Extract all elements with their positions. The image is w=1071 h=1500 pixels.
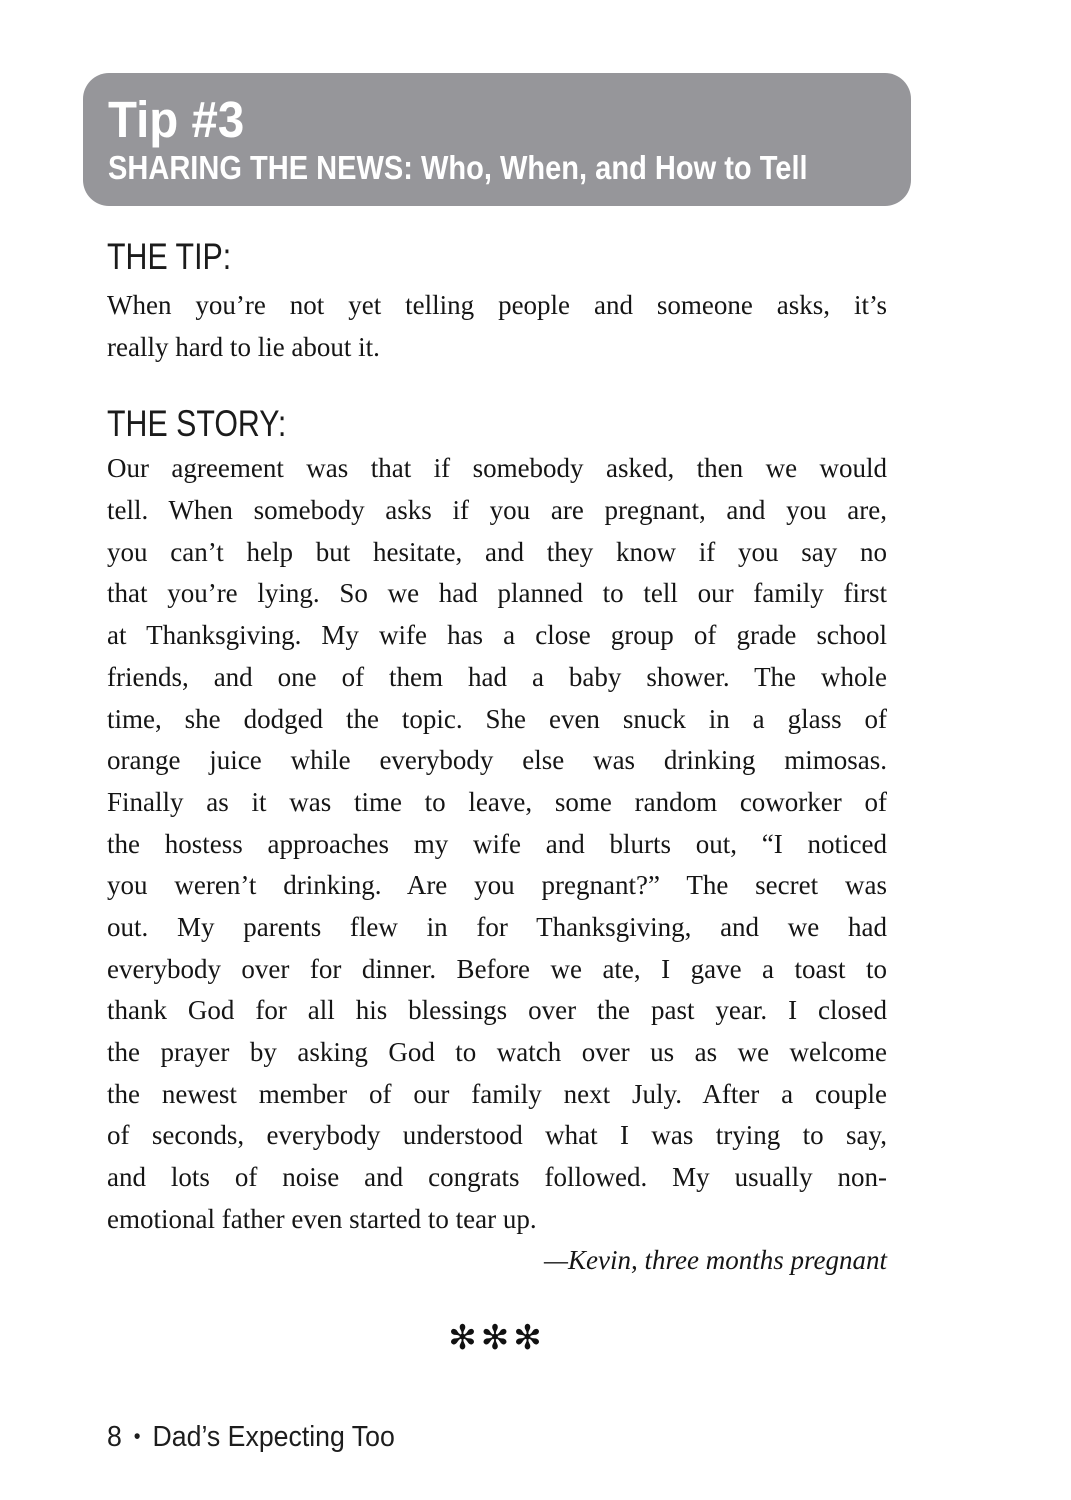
text-line: really hard to lie about it. (107, 331, 380, 362)
text-line: tell. When somebody asks if you are pregnant, and you are, (107, 495, 887, 526)
text-line: time, she dodged the topic. She even snuck in a glass of (107, 703, 887, 734)
text-line: thank God for all his blessings over the past year. I closed (107, 995, 887, 1026)
text-line: you can’t help but hesitate, and they know if you say no (107, 536, 887, 567)
tip-banner (83, 73, 911, 206)
book-title: Dad’s Expecting Too (152, 1421, 395, 1453)
story-paragraph (107, 448, 887, 1282)
text-line: out. My parents flew in for Thanksgiving, and we had (107, 911, 887, 942)
text-line: orange juice while everybody else was drinking mimosas. (107, 745, 887, 776)
tip-banner-title-row (108, 92, 911, 148)
text-line: at Thanksgiving. My wife has a close group of grade school (107, 620, 887, 651)
story-section-heading (107, 404, 887, 444)
page-footer (107, 1421, 420, 1454)
text-line: Our agreement was that if somebody asked, then we would (107, 453, 887, 484)
text-line: the hostess approaches my wife and blurts out, “I noticed (107, 828, 887, 859)
text-line: that you’re lying. So we had planned to tell our family first (107, 578, 887, 609)
text-line: and lots of noise and congrats followed. My usually non- (107, 1162, 887, 1193)
section-divider-asterisks: ✻✻✻ (448, 1318, 546, 1359)
text-line: everybody over for dinner. Before we ate, I gave a toast to (107, 953, 887, 984)
story-attribution: —Kevin, three months pregnant (544, 1245, 887, 1276)
tip-section-heading-text: THE TIP: (107, 236, 232, 277)
text-line: When you’re not yet telling people and someone asks, it’s (107, 290, 887, 320)
text-line: the prayer by asking God to watch over us as we welcome (107, 1037, 887, 1067)
text-line: friends, and one of them had a baby shower. The whole (107, 661, 887, 692)
page-body (107, 206, 887, 1361)
footer-separator-dot: • (133, 1425, 141, 1448)
text-line: you weren’t drinking. Are you pregnant?” The secret was (107, 870, 887, 901)
story-section-heading-text: THE STORY: (107, 403, 287, 445)
tip-subtitle: SHARING THE NEWS: Who, When, and How to Tell (108, 149, 808, 186)
tip-section-heading (107, 237, 887, 277)
tip-paragraph (107, 285, 887, 368)
text-line: of seconds, everybody understood what I was trying to say, (107, 1120, 887, 1151)
text-line: emotional father even started to tear up. (107, 1203, 537, 1234)
text-line: the newest member of our family next July. After a couple (107, 1078, 887, 1109)
page-footer-text (107, 1421, 395, 1454)
page-number: 8 (107, 1421, 122, 1453)
text-line: Finally as it was time to leave, some random coworker of (107, 786, 887, 817)
tip-number-title: Tip #3 (108, 91, 245, 148)
tip-banner-subtitle-row (108, 150, 911, 185)
